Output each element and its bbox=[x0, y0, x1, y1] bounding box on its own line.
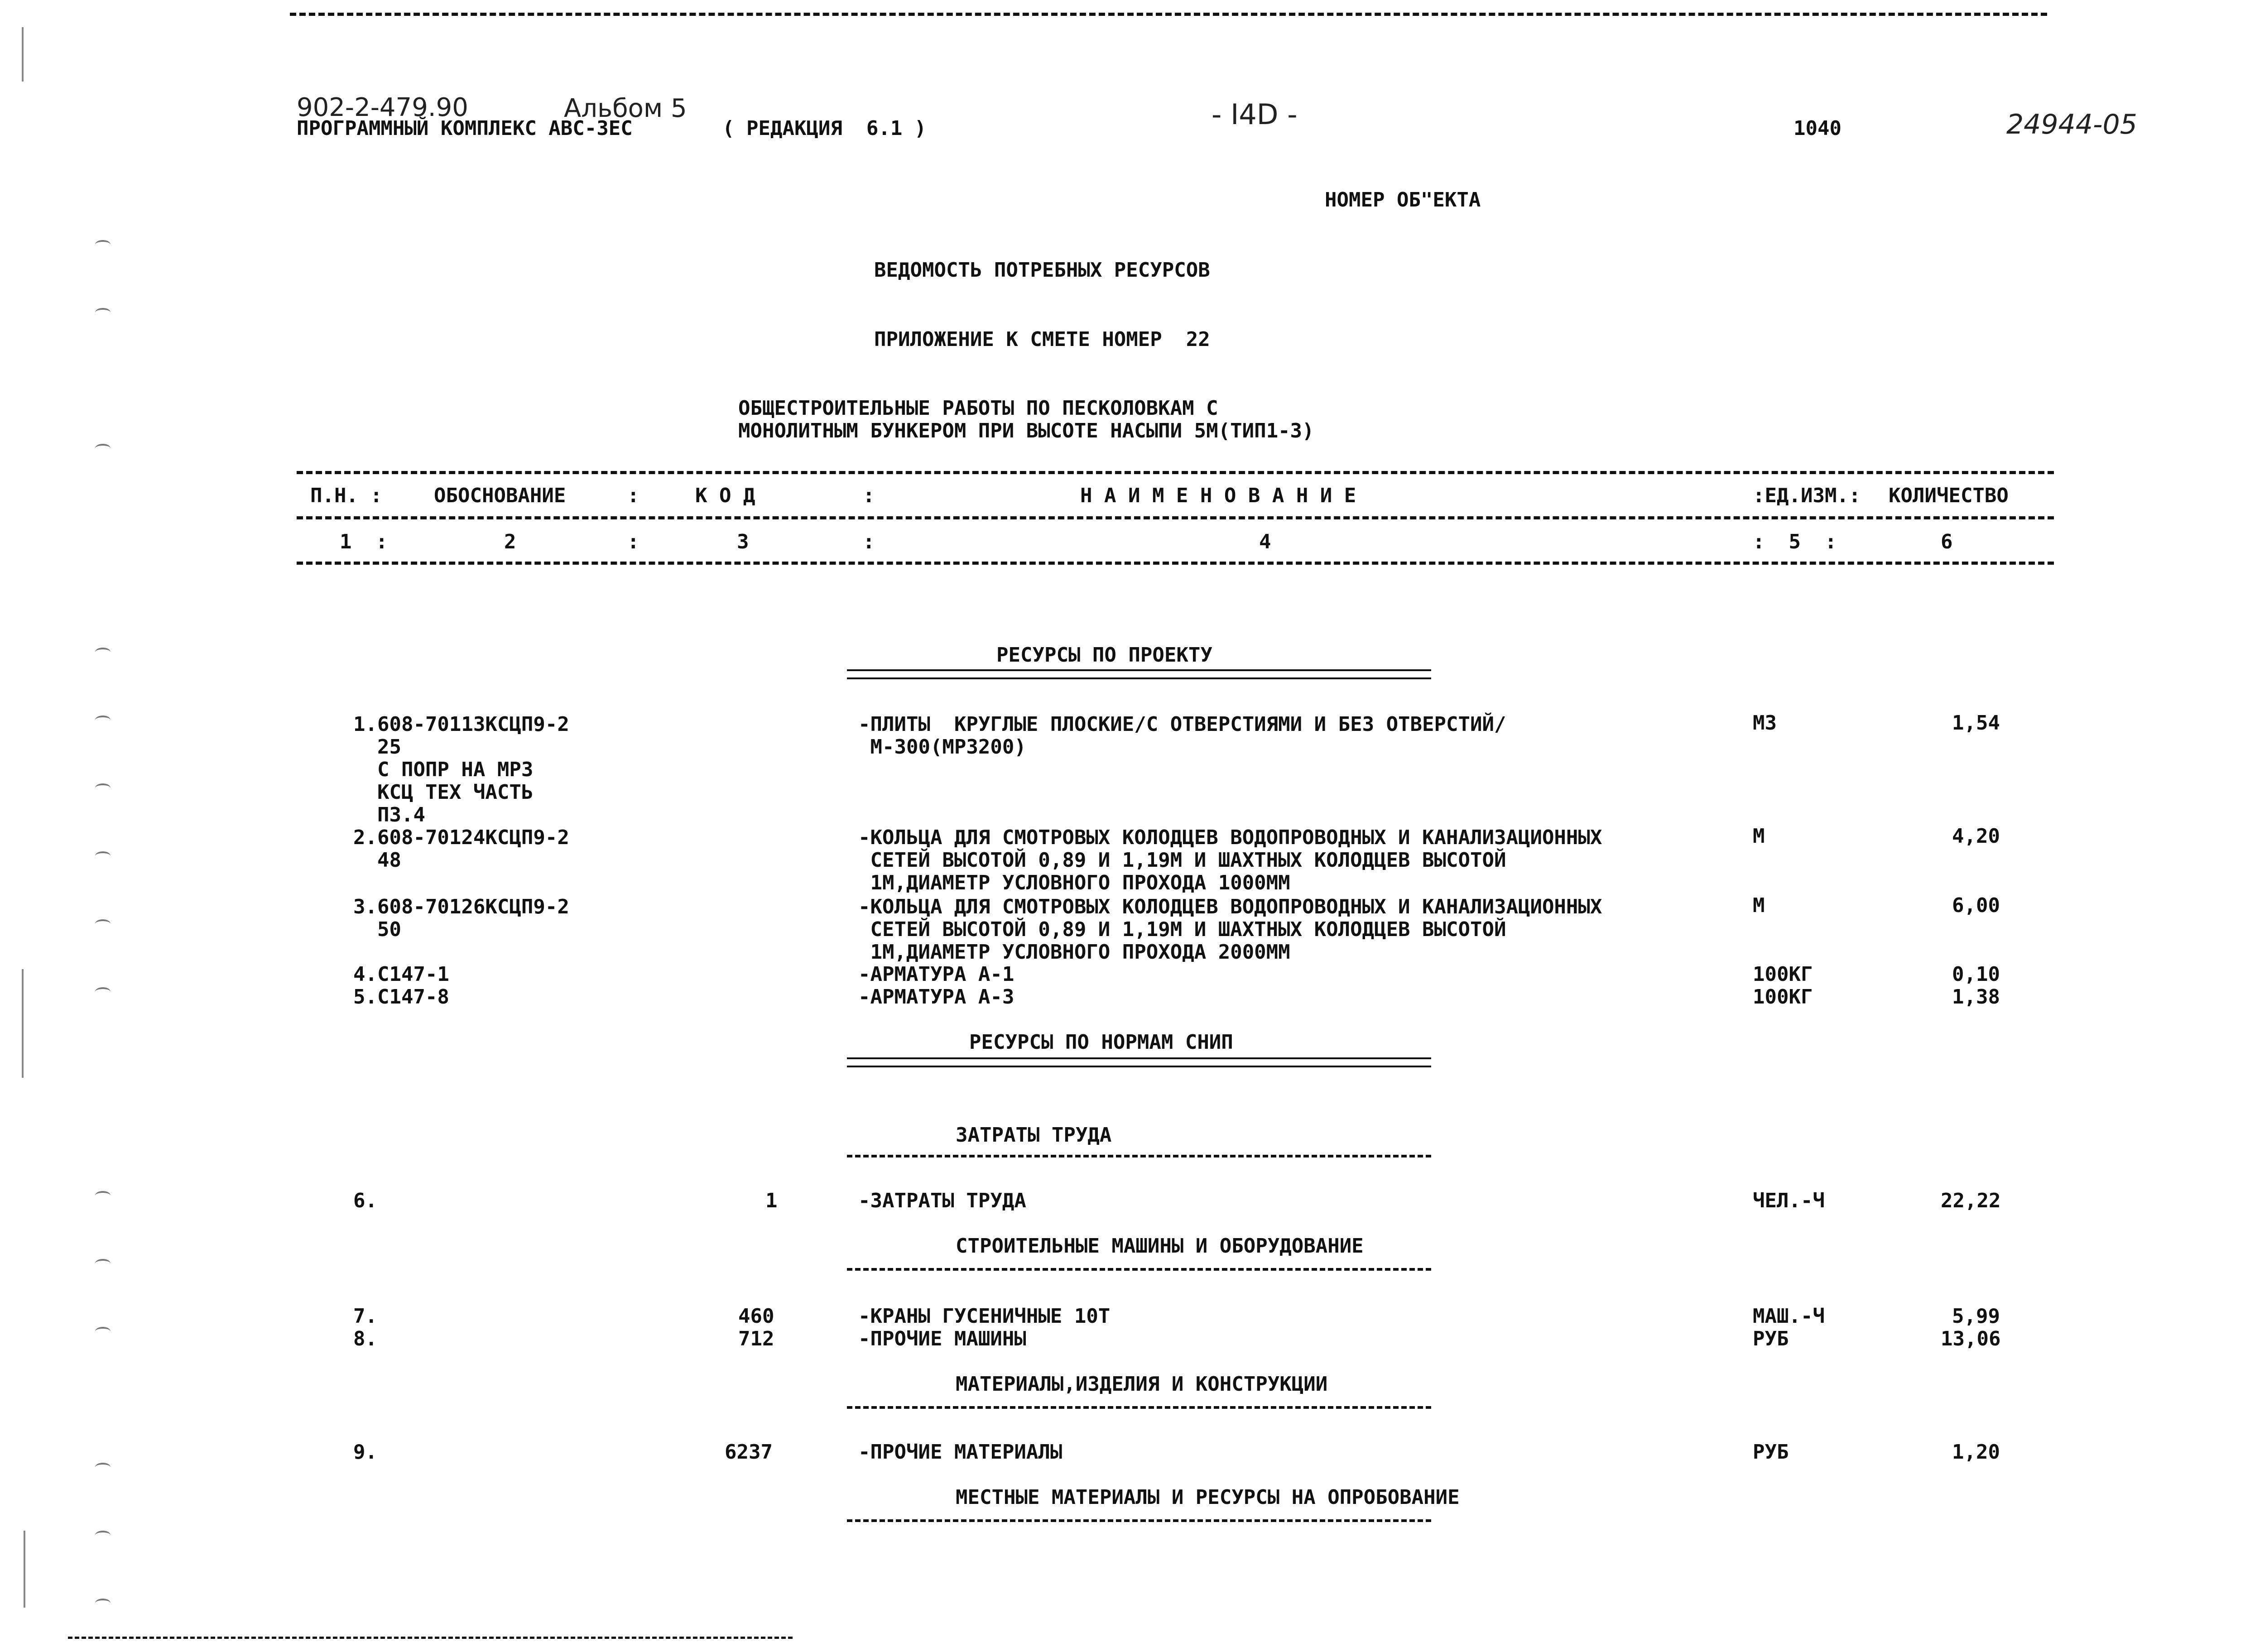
margin-tick bbox=[95, 1191, 111, 1200]
row-4-basis: 4.С147-1 bbox=[353, 963, 449, 986]
row-4-name: -АРМАТУРА А-1 bbox=[858, 963, 1015, 986]
row-7-name: -КРАНЫ ГУСЕНИЧНЫЕ 10Т bbox=[858, 1305, 1111, 1328]
row-7-basis: 7. bbox=[353, 1305, 377, 1328]
row-3-basis: 3.608-70126КСЦП9-2 50 bbox=[353, 895, 569, 941]
row-1-basis: 1.608-70113КСЦП9-2 25 С ПОПР НА МРЗ КСЦ ТЕХ ЧАСТЬ ПЗ.4 bbox=[353, 713, 569, 826]
margin-tick bbox=[95, 1259, 111, 1268]
table-rule-mid bbox=[297, 516, 2054, 519]
work-title-line2: МОНОЛИТНЫМ БУНКЕРОМ ПРИ ВЫСОТЕ НАСЫПИ 5М(ТИП1-3) bbox=[738, 419, 1314, 442]
row-8-name: -ПРОЧИЕ МАШИНЫ bbox=[858, 1327, 1026, 1350]
statement-title: ВЕДОМОСТЬ ПОТРЕБНЫХ РЕСУРСОВ bbox=[874, 259, 1210, 282]
row-8-qty: 13,06 bbox=[1941, 1327, 2001, 1350]
row-3-name: -КОЛЬЦА ДЛЯ СМОТРОВЫХ КОЛОДЦЕВ ВОДОПРОВОДНЫХ И КАНАЛИЗАЦИОННЫХ СЕТЕЙ ВЫСОТОЙ 0,89 И 1,19М И ШАХТНЫХ КОЛОДЦЕВ ВЫСОТОЙ 1М,ДИАМЕТР УСЛОВНОГО ПРОХОДА 2000ММ bbox=[858, 895, 1602, 964]
col-header-code: К О Д bbox=[695, 484, 755, 507]
row-6-basis: 6. bbox=[353, 1189, 377, 1212]
section-underline bbox=[847, 1519, 1431, 1522]
edition-label: ( РЕДАКЦИЯ 6.1 ) bbox=[722, 117, 927, 140]
col-number-sep: : bbox=[863, 530, 875, 553]
margin-tick bbox=[95, 1599, 111, 1608]
col-header-sep: : bbox=[627, 484, 639, 507]
program-name: ПРОГРАММНЫЙ КОМПЛЕКС АВС-3ЕС bbox=[297, 117, 633, 140]
section-title-project: РЕСУРСЫ ПО ПРОЕКТУ bbox=[996, 644, 1212, 667]
row-5-qty: 1,38 bbox=[1952, 985, 2000, 1008]
col-number-1: 1 : bbox=[340, 530, 388, 553]
page-number: - I4D - bbox=[1212, 98, 1298, 131]
col-header-name: Н А И М Е Н О В А Н И Е bbox=[1080, 484, 1356, 507]
row-3-qty: 6,00 bbox=[1952, 894, 2000, 917]
row-4-qty: 0,10 bbox=[1952, 963, 2000, 986]
row-1-qty: 1,54 bbox=[1952, 711, 2000, 735]
row-6-code: 1 bbox=[765, 1189, 778, 1212]
row-2-qty: 4,20 bbox=[1952, 825, 2000, 848]
section-underline bbox=[847, 1268, 1431, 1271]
margin-tick bbox=[95, 240, 111, 249]
left-margin-mark bbox=[24, 1531, 25, 1608]
col-header-pn: П.Н. : bbox=[310, 484, 382, 507]
left-margin-mark bbox=[22, 969, 24, 1078]
margin-tick bbox=[95, 1531, 111, 1540]
col-number-5: : 5 : bbox=[1753, 530, 1837, 553]
row-1-name: -ПЛИТЫ КРУГЛЫЕ ПЛОСКИЕ/С ОТВЕРСТИЯМИ И БЕЗ ОТВЕРСТИЙ/ М-300(МРЗ200) bbox=[858, 713, 1506, 759]
section-title-machines: СТРОИТЕЛЬНЫЕ МАШИНЫ И ОБОРУДОВАНИЕ bbox=[956, 1234, 1364, 1258]
bottom-perforation-line bbox=[68, 1637, 793, 1639]
col-number-2: 2 bbox=[504, 530, 516, 553]
left-margin-mark bbox=[22, 27, 24, 82]
row-6-unit: ЧЕЛ.-Ч bbox=[1753, 1189, 1825, 1212]
object-number-title: НОМЕР ОБ"ЕКТА bbox=[1325, 188, 1481, 211]
row-9-code: 6237 bbox=[725, 1441, 773, 1464]
col-header-qty: КОЛИЧЕСТВО bbox=[1889, 484, 2009, 507]
row-9-name: -ПРОЧИЕ МАТЕРИАЛЫ bbox=[858, 1441, 1063, 1464]
row-7-code: 460 bbox=[738, 1305, 774, 1328]
section-underline bbox=[847, 1155, 1431, 1157]
col-number-4: 4 bbox=[1259, 530, 1271, 553]
row-2-name: -КОЛЬЦА ДЛЯ СМОТРОВЫХ КОЛОДЦЕВ ВОДОПРОВОДНЫХ И КАНАЛИЗАЦИОННЫХ СЕТЕЙ ВЫСОТОЙ 0,89 И 1,19М И ШАХТНЫХ КОЛОДЦЕВ ВЫСОТОЙ 1М,ДИАМЕТР УСЛОВНОГО ПРОХОДА 1000ММ bbox=[858, 826, 1602, 894]
row-7-qty: 5,99 bbox=[1952, 1305, 2000, 1328]
margin-tick bbox=[95, 1327, 111, 1336]
margin-tick bbox=[95, 851, 111, 860]
row-4-unit: 100КГ bbox=[1753, 963, 1813, 986]
section-title-labor: ЗАТРАТЫ ТРУДА bbox=[956, 1124, 1112, 1147]
section-title-local: МЕСТНЫЕ МАТЕРИАЛЫ И РЕСУРСЫ НА ОПРОБОВАНИЕ bbox=[956, 1486, 1460, 1509]
margin-tick bbox=[95, 308, 111, 317]
row-6-qty: 22,22 bbox=[1941, 1189, 2001, 1212]
row-2-unit: М bbox=[1753, 825, 1765, 848]
col-header-unit: :ЕД.ИЗМ.: bbox=[1753, 484, 1861, 507]
row-9-basis: 9. bbox=[353, 1441, 377, 1464]
album-label: Альбом 5 bbox=[564, 94, 687, 123]
row-5-name: -АРМАТУРА А-3 bbox=[858, 985, 1015, 1008]
work-title-line1: ОБЩЕСТРОИТЕЛЬНЫЕ РАБОТЫ ПО ПЕСКОЛОВКАМ С bbox=[738, 397, 1218, 420]
section-underline bbox=[847, 1406, 1431, 1409]
margin-tick bbox=[95, 1463, 111, 1472]
row-9-unit: РУБ bbox=[1753, 1441, 1789, 1464]
table-rule-bottom bbox=[297, 562, 2054, 565]
row-7-unit: МАШ.-Ч bbox=[1753, 1305, 1825, 1328]
section-title-snip: РЕСУРСЫ ПО НОРМАМ СНИП bbox=[969, 1031, 1233, 1054]
section-title-materials: МАТЕРИАЛЫ,ИЗДЕЛИЯ И КОНСТРУКЦИИ bbox=[956, 1373, 1328, 1396]
margin-tick bbox=[95, 648, 111, 657]
margin-tick bbox=[95, 987, 111, 996]
doc-code: 902-2-479.90 bbox=[297, 93, 468, 122]
row-2-basis: 2.608-70124КСЦП9-2 48 bbox=[353, 826, 569, 872]
section-underline bbox=[847, 1057, 1431, 1067]
margin-tick bbox=[95, 783, 111, 792]
top-perforation-line bbox=[290, 13, 2047, 16]
col-number-sep: : bbox=[627, 530, 639, 553]
col-header-sep: : bbox=[863, 484, 875, 507]
col-header-basis: ОБОСНОВАНИЕ bbox=[434, 484, 566, 507]
inventory-number: 24944-05 bbox=[2006, 109, 2137, 140]
col-number-3: 3 bbox=[737, 530, 749, 553]
row-5-unit: 100КГ bbox=[1753, 985, 1813, 1008]
appendix-title: ПРИЛОЖЕНИЕ К СМЕТЕ НОМЕР 22 bbox=[874, 328, 1210, 351]
margin-tick bbox=[95, 444, 111, 453]
row-8-basis: 8. bbox=[353, 1327, 377, 1350]
row-9-qty: 1,20 bbox=[1952, 1441, 2000, 1464]
row-5-basis: 5.С147-8 bbox=[353, 985, 449, 1008]
row-3-unit: М bbox=[1753, 894, 1765, 917]
margin-tick bbox=[95, 919, 111, 928]
row-8-code: 712 bbox=[738, 1327, 774, 1350]
col-number-6: 6 bbox=[1941, 530, 1953, 553]
table-rule-top bbox=[297, 471, 2054, 474]
row-8-unit: РУБ bbox=[1753, 1327, 1789, 1350]
sheet-code: 1040 bbox=[1793, 117, 1842, 140]
row-1-unit: М3 bbox=[1753, 711, 1777, 735]
margin-tick bbox=[95, 716, 111, 725]
section-underline bbox=[847, 669, 1431, 679]
row-6-name: -ЗАТРАТЫ ТРУДА bbox=[858, 1189, 1026, 1212]
